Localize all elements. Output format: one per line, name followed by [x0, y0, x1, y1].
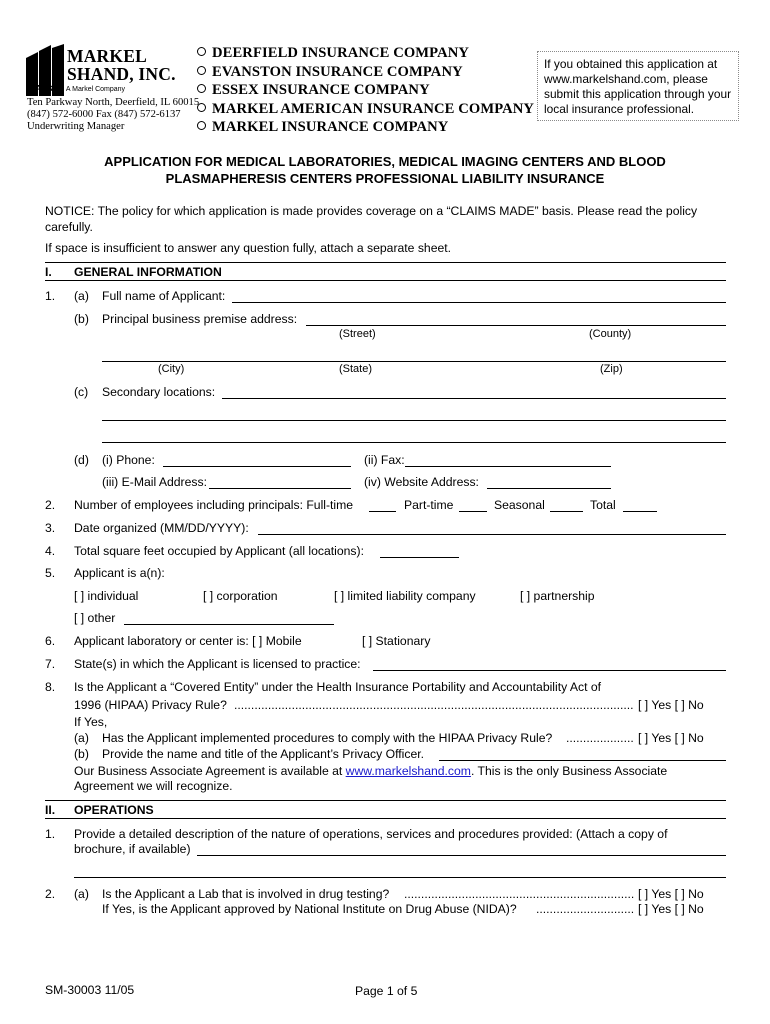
- other-entity-field[interactable]: [124, 624, 334, 625]
- company-option-3: ESSEX INSURANCE COMPANY: [197, 82, 430, 99]
- email-label: (iii) E-Mail Address:: [102, 475, 207, 489]
- website-label: (iv) Website Address:: [364, 475, 479, 489]
- q3-text: Date organized (MM/DD/YYYY):: [74, 521, 249, 535]
- section-1-bottom-rule: [45, 280, 726, 281]
- q1b-label: (b): [74, 312, 89, 326]
- q3-number: 3.: [45, 521, 56, 535]
- q8b-text: Provide the name and title of the Applicant’s Privacy Officer.: [102, 747, 425, 761]
- radio-circle-icon: [197, 121, 206, 130]
- seasonal-label: Seasonal: [494, 498, 545, 512]
- q8-number: 8.: [45, 680, 56, 694]
- address-line-3: Underwriting Manager: [27, 121, 125, 132]
- part-time-label: Part-time: [404, 498, 454, 512]
- phone-label: (i) Phone:: [102, 453, 155, 467]
- q8a-text: Has the Applicant implemented procedures to comply with the HIPAA Privacy Rule?: [102, 731, 553, 745]
- q5-number: 5.: [45, 566, 56, 580]
- fax-label: (ii) Fax:: [364, 453, 405, 467]
- section-2-title: OPERATIONS: [74, 803, 154, 817]
- baa-text-pre: Our Business Associate Agreement is available at: [74, 764, 346, 778]
- notice-line-2: carefully.: [45, 220, 93, 234]
- q1d-label: (d): [74, 453, 89, 467]
- full-time-field[interactable]: [369, 511, 396, 512]
- radio-circle-icon: [197, 84, 206, 93]
- secondary-locations-field-3[interactable]: [102, 442, 726, 443]
- secondary-locations-field-1[interactable]: [222, 398, 726, 399]
- seasonal-field[interactable]: [550, 511, 583, 512]
- section-2-number: II.: [45, 803, 56, 817]
- logo-line-2: SHAND, INC.: [67, 64, 176, 84]
- drug-testing-yes-no-checkbox[interactable]: [ ] Yes [ ] No: [638, 887, 704, 901]
- ops-q1-number: 1.: [45, 827, 56, 841]
- section-1-top-rule: [45, 262, 726, 263]
- corporation-checkbox[interactable]: [ ] corporation: [203, 589, 278, 603]
- company-option-1: DEERFIELD INSURANCE COMPANY: [197, 45, 469, 62]
- other-checkbox[interactable]: [ ] other: [74, 611, 116, 625]
- ops-q2-number: 2.: [45, 887, 56, 901]
- q8-line-1: Is the Applicant a “Covered Entity” under the Health Insurance Portability and Accountability Act of: [74, 680, 602, 694]
- q1c-label: (c): [74, 385, 89, 399]
- q1b-text: Principal business premise address:: [102, 312, 298, 326]
- space-note: If space is insufficient to answer any question fully, attach a separate sheet.: [45, 241, 452, 255]
- q2-number: 2.: [45, 498, 56, 512]
- premise-city-state-zip-field[interactable]: [102, 361, 726, 362]
- ops-q1-line-1: Provide a detailed description of the nature of operations, services and procedures provided: (Attach a copy of: [74, 827, 668, 841]
- section-1-number: I.: [45, 265, 52, 279]
- county-caption: (County): [589, 328, 632, 340]
- company-option-5: MARKEL INSURANCE COMPANY: [197, 119, 448, 136]
- nida-yes-no-checkbox[interactable]: [ ] Yes [ ] No: [638, 902, 704, 916]
- llc-checkbox[interactable]: [ ] limited liability company: [334, 589, 476, 603]
- q8-line-2: 1996 (HIPAA) Privacy Rule?: [74, 698, 227, 712]
- q5-text: Applicant is a(n):: [74, 566, 165, 580]
- email-field[interactable]: [209, 488, 351, 489]
- q8-leader-dots: [234, 698, 634, 712]
- company-option-4: MARKEL AMERICAN INSURANCE COMPANY: [197, 101, 534, 118]
- q8-if-yes: If Yes,: [74, 715, 108, 729]
- logo-tagline: [28, 83, 125, 93]
- ops-q2a2-leader-dots: [536, 902, 634, 916]
- applicant-name-field[interactable]: [232, 302, 726, 303]
- q1-number: 1.: [45, 289, 56, 303]
- q8a-leader-dots: [566, 731, 634, 745]
- ops-q2a-leader-dots: [404, 887, 634, 901]
- website-field[interactable]: [487, 488, 611, 489]
- markelshand-link[interactable]: www.markelshand.com: [345, 764, 471, 778]
- form-title-line-1: APPLICATION FOR MEDICAL LABORATORIES, MEDICAL IMAGING CENTERS AND BLOOD: [104, 154, 666, 169]
- q4-text: Total square feet occupied by Applicant (all locations):: [74, 544, 364, 558]
- q4-number: 4.: [45, 544, 56, 558]
- baa-text-post: . This is the only Business Associate: [470, 764, 668, 778]
- q1c-text: Secondary locations:: [102, 385, 216, 399]
- city-caption: (City): [158, 363, 185, 375]
- fax-field[interactable]: [405, 466, 611, 467]
- notice-line-1: NOTICE: The policy for which application is made provides coverage on a “CLAIMS MADE” basis. Please read the policy: [45, 204, 698, 218]
- state-caption: (State): [339, 363, 373, 375]
- section-2-bottom-rule: [45, 818, 726, 819]
- ops-q2a-text: Is the Applicant a Lab that is involved in drug testing?: [102, 887, 390, 901]
- stationary-checkbox[interactable]: [ ] Stationary: [362, 634, 431, 648]
- operations-description-field-2[interactable]: [74, 877, 726, 878]
- q8b-label: (b): [74, 747, 89, 761]
- logo-tag-rest: A Markel Company: [65, 86, 126, 93]
- form-title-line-2: PLASMAPHERESIS CENTERS PROFESSIONAL LIABILITY INSURANCE: [165, 171, 605, 186]
- q7-text: State(s) in which the Applicant is licensed to practice:: [74, 657, 361, 671]
- phone-field[interactable]: [163, 466, 351, 467]
- baa-line-1: [74, 764, 667, 778]
- q1a-text: Full name of Applicant:: [102, 289, 226, 303]
- address-line-2: (847) 572-6000 Fax (847) 572-6137: [27, 109, 181, 120]
- online-submission-notice: If you obtained this application at www.markelshand.com, please submit this application through your local insurance professional.: [537, 51, 739, 121]
- radio-circle-icon: [197, 103, 206, 112]
- baa-line-2: Agreement we will recognize.: [74, 779, 233, 793]
- q1a-label: (a): [74, 289, 89, 303]
- individual-checkbox[interactable]: [ ] individual: [74, 589, 139, 603]
- premise-street-field[interactable]: [306, 325, 726, 326]
- page-number: Page 1 of 5: [355, 984, 418, 998]
- hipaa-procedures-yes-no-checkbox[interactable]: [ ] Yes [ ] No: [638, 731, 704, 745]
- date-organized-field[interactable]: [258, 534, 726, 535]
- partnership-checkbox[interactable]: [ ] partnership: [520, 589, 595, 603]
- company-option-2: EVANSTON INSURANCE COMPANY: [197, 64, 463, 81]
- logo: [26, 44, 186, 100]
- section-2-top-rule: [45, 800, 726, 801]
- ops-q2a2-text: If Yes, is the Applicant approved by National Institute on Drug Abuse (NIDA)?: [102, 902, 517, 916]
- q8a-label: (a): [74, 731, 89, 745]
- logo-tag-brand: MARKEL: [28, 83, 65, 93]
- total-field[interactable]: [623, 511, 657, 512]
- zip-caption: (Zip): [600, 363, 623, 375]
- radio-circle-icon: [197, 66, 206, 75]
- radio-circle-icon: [197, 47, 206, 56]
- section-1-title: GENERAL INFORMATION: [74, 265, 222, 279]
- privacy-officer-field[interactable]: [439, 760, 726, 761]
- total-label: Total: [590, 498, 616, 512]
- q7-number: 7.: [45, 657, 56, 671]
- q6-number: 6.: [45, 634, 56, 648]
- form-id: SM-30003 11/05: [45, 983, 135, 997]
- ops-q1-line-2: brochure, if available): [74, 842, 191, 856]
- street-caption: (Street): [339, 328, 376, 340]
- logo-line-1: MARKEL: [67, 46, 147, 66]
- secondary-locations-field-2[interactable]: [102, 420, 726, 421]
- mobile-checkbox[interactable]: Applicant laboratory or center is: [ ] Mobile: [74, 634, 302, 648]
- q2-text: Number of employees including principals: Full-time: [74, 498, 354, 512]
- licensed-states-field[interactable]: [373, 670, 726, 671]
- operations-description-field-1[interactable]: [197, 855, 726, 856]
- square-feet-field[interactable]: [380, 557, 459, 558]
- address-line-1: Ten Parkway North, Deerfield, IL 60015: [27, 97, 200, 108]
- ops-q2a-label: (a): [74, 887, 89, 901]
- hipaa-yes-no-checkbox[interactable]: [ ] Yes [ ] No: [638, 698, 704, 712]
- part-time-field[interactable]: [459, 511, 487, 512]
